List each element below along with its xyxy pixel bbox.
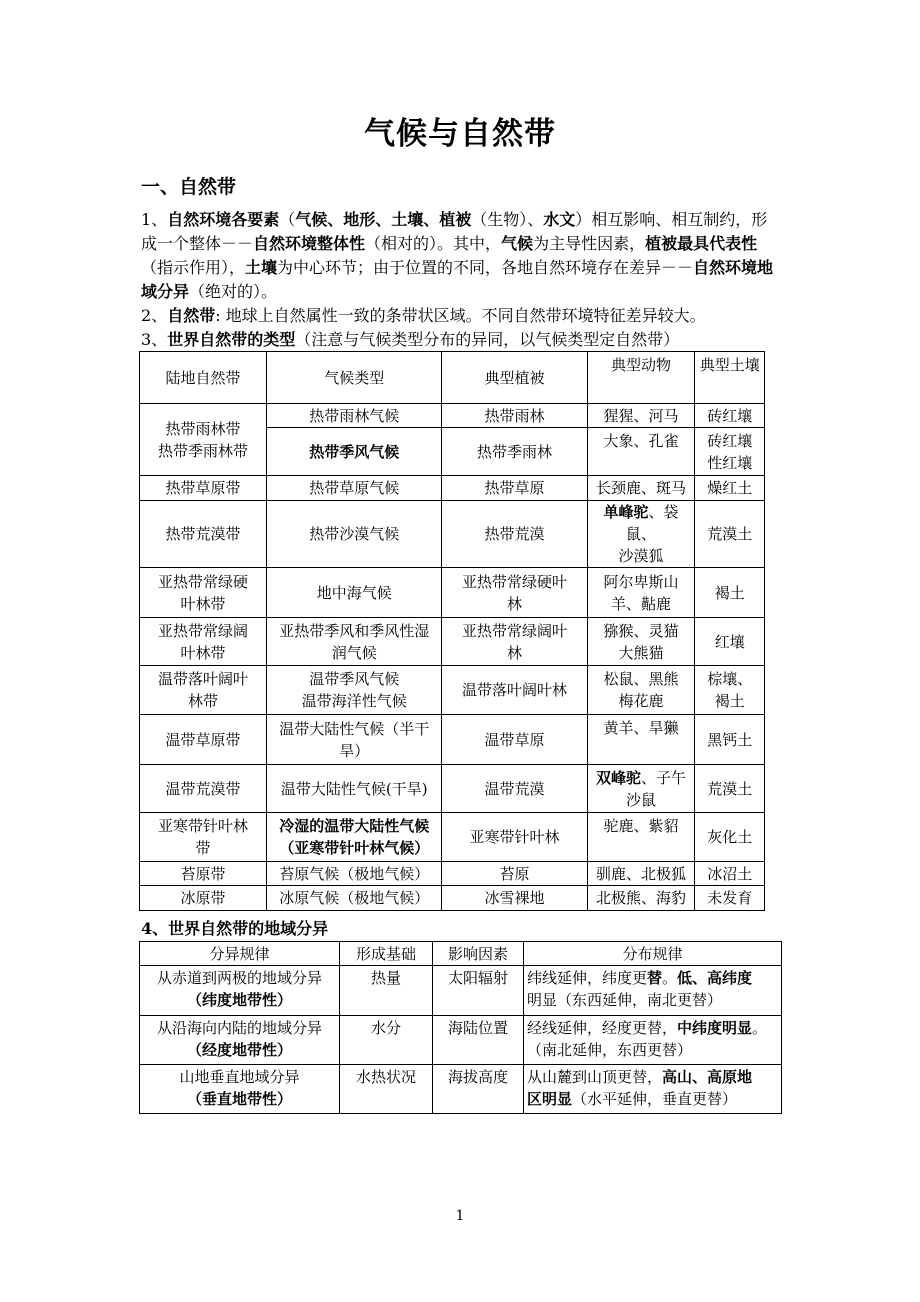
climate-cell: 热带草原气候 [267,476,442,501]
climate-cell: 冷湿的温带大陆性气候 （亚寒带针叶林气候） [267,813,442,862]
law-cell: 从沿海向内陆的地域分异 （经度地带性） [140,1016,340,1065]
climate-cell: 地中海气候 [267,568,442,618]
table-row [140,715,765,765]
soil-cell: 砖红壤 性红壤 [695,428,765,476]
table-header-row [140,942,782,966]
animal-cell: 长颈鹿、斑马 [587,476,695,501]
zone-cell: 亚寒带针叶林 带 [140,813,267,862]
animal-cell: 驯鹿、北极狐 [587,862,695,886]
soil-cell: 荒漠土 [695,501,765,568]
climate-cell: 亚热带季风和季风性湿 润气候 [267,618,442,666]
zone-cell: 苔原带 [140,862,267,886]
table-row [140,568,765,618]
header-cell: 影响因素 [433,942,524,966]
basis-cell: 水热状况 [340,1065,433,1114]
vegetation-cell: 热带荒漠 [442,501,587,568]
soil-cell: 砖红壤 [695,404,765,428]
page-title: 气候与自然带 [364,116,556,152]
header-cell: 分异规律 [140,942,340,966]
zone-cell: 热带草原带 [140,476,267,501]
table-row [140,886,765,911]
zone-cell: 亚热带常绿阔 叶林带 [140,618,267,666]
table-header-row [140,352,765,404]
vegetation-cell: 冰雪裸地 [442,886,587,911]
climate-cell: 温带大陆性气候(干旱) [267,765,442,813]
table-row [140,501,765,568]
factor-cell: 太阳辐射 [433,966,524,1016]
law-cell: 山地垂直地域分异 （垂直地带性） [140,1065,340,1114]
basis-cell: 水分 [340,1016,433,1065]
soil-cell: 褐土 [695,568,765,618]
vegetation-cell: 温带草原 [442,715,587,765]
vegetation-cell: 亚热带常绿阔叶 林 [442,618,587,666]
zone-cell: 温带荒漠带 [140,765,267,813]
animal-cell: 单峰驼、袋鼠、 沙漠狐 [587,501,695,568]
soil-cell: 灰化土 [695,813,765,862]
header-cell: 典型动物 [587,352,695,404]
soil-cell: 未发育 [695,886,765,911]
climate-cell: 温带大陆性气候（半干 旱） [267,715,442,765]
animal-cell: 大象、孔雀 [587,428,695,476]
table-row [140,862,765,886]
header-cell: 陆地自然带 [140,352,267,404]
animal-cell: 猕猴、灵猫 大熊猫 [587,618,695,666]
header-cell: 形成基础 [340,942,433,966]
section-heading-natural-zones: 一、自然带 [141,176,237,198]
basis-cell: 热量 [340,966,433,1016]
table-row [140,618,765,666]
header-cell: 气候类型 [267,352,442,404]
table-row [140,666,765,715]
table-row [140,813,765,862]
climate-cell: 冰原气候（极地气候） [267,886,442,911]
zone-cell: 亚热带常绿硬 叶林带 [140,568,267,618]
zonation-table [139,941,782,1114]
animal-cell: 驼鹿、紫貂 [587,813,695,862]
natural-zones-table [139,351,765,911]
animal-cell: 双峰驼、子午 沙鼠 [587,765,695,813]
table-row [140,1016,782,1065]
soil-cell: 荒漠土 [695,765,765,813]
section-4-heading: 4、世界自然带的地域分异 [141,919,329,938]
climate-cell: 苔原气候（极地气候） [267,862,442,886]
page-number: 1 [455,1208,465,1224]
climate-cell: 热带沙漠气候 [267,501,442,568]
zone-cell: 热带荒漠带 [140,501,267,568]
paragraph-1: 1、自然环境各要素（气候、地形、土壤、植被（生物）、水文）相互影响、相互制约，形成一个整体－－自然环境整体性（相对的）。其中，气候为主导性因素，植被最具代表性（指示作用），土壤为中心环节；由于位置的不同，各地自然环境存在差异－－自然环境地域分异（绝对的）。 [141,210,774,301]
table-row [140,966,782,1016]
soil-cell: 棕壤、 褐土 [695,666,765,715]
distribution-cell: 纬线延伸，纬度更替。低、高纬度 明显（东西延伸，南北更替） [524,966,782,1016]
distribution-cell: 经线延伸，经度更替，中纬度明显。 （南北延伸，东西更替） [524,1016,782,1065]
animal-cell: 黄羊、旱獭 [587,715,695,765]
table-row [140,1065,782,1114]
paragraph-2: 2、自然带: 地球上自然属性一致的条带状区域。不同自然带环境特征差异较大。 [141,306,706,325]
header-cell: 分布规律 [524,942,782,966]
zone-cell: 冰原带 [140,886,267,911]
soil-cell: 红壤 [695,618,765,666]
climate-cell: 热带季风气候 [267,428,442,476]
soil-cell: 黑钙土 [695,715,765,765]
law-cell: 从赤道到两极的地域分异 （纬度地带性） [140,966,340,1016]
zone-cell: 温带落叶阔叶 林带 [140,666,267,715]
header-cell: 典型土壤 [695,352,765,404]
table-row [140,765,765,813]
vegetation-cell: 热带草原 [442,476,587,501]
distribution-cell: 从山麓到山顶更替，高山、高原地 区明显（水平延伸，垂直更替） [524,1065,782,1114]
vegetation-cell: 温带荒漠 [442,765,587,813]
vegetation-cell: 亚寒带针叶林 [442,813,587,862]
vegetation-cell: 热带雨林 [442,404,587,428]
paragraph-3: 3、世界自然带的类型（注意与气候类型分布的异同，以气候类型定自然带） [141,330,680,349]
climate-cell: 温带季风气候 温带海洋性气候 [267,666,442,715]
zone-cell: 温带草原带 [140,715,267,765]
vegetation-cell: 亚热带常绿硬叶 林 [442,568,587,618]
header-cell: 典型植被 [442,352,587,404]
factor-cell: 海拔高度 [433,1065,524,1114]
table-row [140,404,765,428]
soil-cell: 冰沼土 [695,862,765,886]
vegetation-cell: 苔原 [442,862,587,886]
soil-cell: 燥红土 [695,476,765,501]
vegetation-cell: 温带落叶阔叶林 [442,666,587,715]
animal-cell: 猩猩、河马 [587,404,695,428]
animal-cell: 阿尔卑斯山 羊、黇鹿 [587,568,695,618]
vegetation-cell: 热带季雨林 [442,428,587,476]
table-row [140,476,765,501]
factor-cell: 海陆位置 [433,1016,524,1065]
climate-cell: 热带雨林气候 [267,404,442,428]
animal-cell: 北极熊、海豹 [587,886,695,911]
animal-cell: 松鼠、黑熊 梅花鹿 [587,666,695,715]
zone-cell: 热带雨林带 热带季雨林带 [140,404,267,476]
